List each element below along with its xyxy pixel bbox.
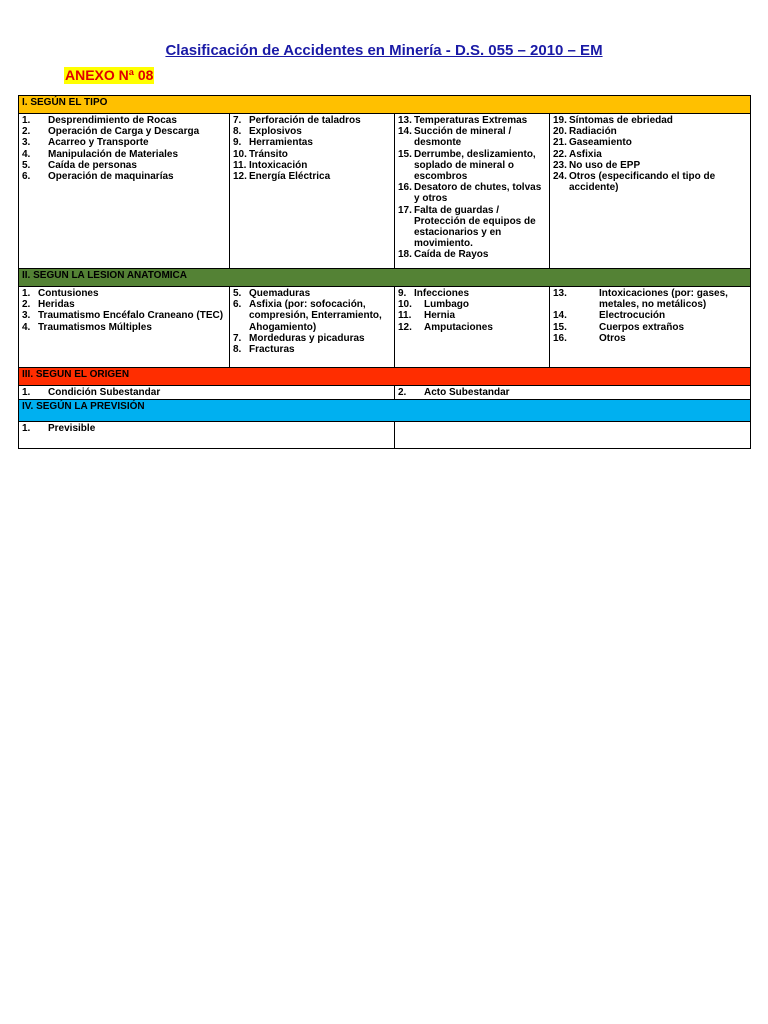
classification-item bbox=[398, 322, 546, 333]
item-number: 19. bbox=[553, 115, 567, 126]
item-number: 16. bbox=[553, 332, 567, 344]
section-column bbox=[395, 114, 550, 269]
classification-item bbox=[22, 322, 226, 333]
item-text: Amputaciones bbox=[424, 321, 493, 333]
classification-item bbox=[398, 205, 546, 250]
item-number: 1. bbox=[22, 288, 31, 299]
item-number: 24. bbox=[553, 171, 567, 183]
classification-item bbox=[233, 171, 391, 182]
item-number: 6. bbox=[233, 299, 242, 311]
classification-item bbox=[398, 310, 546, 321]
item-text: Caída de Rayos bbox=[414, 249, 489, 261]
item-number: 1. bbox=[22, 387, 31, 398]
item-number: 1. bbox=[22, 423, 31, 435]
section-column bbox=[230, 114, 395, 269]
section-header: I. SEGÚN EL TIPO bbox=[19, 96, 751, 114]
section-column bbox=[395, 422, 751, 449]
classification-item bbox=[398, 126, 546, 148]
item-text: Operación de Carga y Descarga bbox=[48, 126, 200, 138]
item-text: Condición Subestandar bbox=[48, 387, 161, 398]
item-number: 16. bbox=[398, 182, 412, 194]
section-column bbox=[395, 287, 550, 368]
item-number: 18. bbox=[398, 249, 412, 261]
item-number: 15. bbox=[553, 321, 567, 333]
document-title: Clasificación de Accidentes en Minería - D.S. 055 – 2010 – EM bbox=[165, 42, 603, 59]
item-number: 13. bbox=[553, 288, 567, 299]
classification-item bbox=[398, 299, 546, 310]
classification-item bbox=[233, 126, 391, 137]
item-number: 5. bbox=[22, 159, 31, 171]
item-text: Quemaduras bbox=[249, 288, 311, 299]
item-number: 9. bbox=[233, 137, 242, 149]
classification-item bbox=[553, 310, 747, 321]
item-text: Infecciones bbox=[414, 288, 470, 299]
item-text: Gaseamiento bbox=[569, 137, 632, 149]
item-number: 13. bbox=[398, 115, 412, 126]
classification-item bbox=[233, 137, 391, 148]
classification-item bbox=[233, 160, 391, 171]
item-text: Acarreo y Transporte bbox=[48, 137, 149, 149]
item-number: 1. bbox=[22, 115, 31, 126]
classification-item bbox=[553, 333, 747, 344]
section-column bbox=[550, 114, 751, 269]
classification-item bbox=[22, 299, 226, 310]
item-text: Previsible bbox=[48, 423, 96, 435]
item-text: Explosivos bbox=[249, 126, 302, 138]
section-header: IV. SEGÚN LA PREVISIÓN bbox=[19, 400, 751, 422]
item-text: Intoxicación bbox=[249, 159, 308, 171]
classification-item bbox=[22, 149, 226, 160]
item-text: Fracturas bbox=[249, 344, 295, 356]
accident-classification-table bbox=[18, 95, 751, 449]
section-column bbox=[19, 114, 230, 269]
item-text: Heridas bbox=[38, 299, 75, 311]
classification-item bbox=[22, 387, 391, 398]
item-text: Contusiones bbox=[38, 288, 99, 299]
classification-item bbox=[553, 288, 747, 310]
classification-item bbox=[233, 299, 391, 333]
classification-item bbox=[22, 288, 226, 299]
item-text: Manipulación de Materiales bbox=[48, 148, 179, 160]
item-text: Hernia bbox=[424, 310, 456, 322]
item-number: 2. bbox=[398, 387, 407, 398]
item-text: Perforación de taladros bbox=[249, 115, 361, 126]
item-text: Temperaturas Extremas bbox=[414, 115, 528, 126]
classification-item bbox=[22, 171, 226, 182]
classification-item bbox=[22, 137, 226, 148]
classification-item bbox=[22, 126, 226, 137]
classification-item bbox=[22, 115, 226, 126]
item-number: 2. bbox=[22, 126, 31, 138]
item-number: 21. bbox=[553, 137, 567, 149]
item-text: Síntomas de ebriedad bbox=[569, 115, 673, 126]
item-number: 8. bbox=[233, 344, 242, 356]
item-number: 3. bbox=[22, 310, 31, 322]
item-number: 9. bbox=[398, 288, 407, 299]
item-text: Acto Subestandar bbox=[424, 387, 510, 398]
item-number: 3. bbox=[22, 137, 31, 149]
classification-item bbox=[22, 160, 226, 171]
classification-item bbox=[553, 115, 747, 126]
item-number: 15. bbox=[398, 148, 412, 160]
classification-item bbox=[398, 182, 546, 204]
item-text: Derrumbe, deslizamiento, soplado de mineral o escombros bbox=[414, 148, 536, 183]
item-text: Energía Eléctrica bbox=[249, 171, 331, 183]
classification-item bbox=[233, 288, 391, 299]
item-text: Otros (especificando el tipo de accidente) bbox=[569, 171, 716, 194]
item-number: 11. bbox=[233, 159, 247, 171]
item-number: 10. bbox=[398, 299, 412, 311]
section-header: II. SEGUN LA LESION ANATOMICA bbox=[19, 269, 751, 287]
classification-item bbox=[553, 322, 747, 333]
item-number: 4. bbox=[22, 148, 31, 160]
item-text: Electrocución bbox=[599, 310, 666, 322]
item-number: 11. bbox=[398, 310, 412, 322]
classification-item bbox=[398, 387, 747, 398]
item-number: 2. bbox=[22, 299, 31, 311]
classification-item bbox=[553, 149, 747, 160]
item-text: Intoxicaciones (por: gases, metales, no metálicos) bbox=[599, 288, 728, 311]
section-column bbox=[395, 386, 751, 400]
item-number: 6. bbox=[22, 171, 31, 183]
item-text: Cuerpos extraños bbox=[599, 321, 685, 333]
item-number: 22. bbox=[553, 148, 567, 160]
classification-item bbox=[233, 149, 391, 160]
item-number: 12. bbox=[398, 321, 412, 333]
classification-item bbox=[22, 310, 226, 321]
classification-item bbox=[233, 344, 391, 355]
item-text: Desatoro de chutes, tolvas y otros bbox=[414, 182, 542, 205]
item-text: Otros bbox=[599, 332, 626, 344]
item-text: Falta de guardas / Protección de equipos de estacionarios y en movimiento. bbox=[414, 204, 536, 250]
classification-item bbox=[553, 126, 747, 137]
item-text: No uso de EPP bbox=[569, 159, 641, 171]
item-number: 20. bbox=[553, 126, 567, 138]
classification-item bbox=[553, 137, 747, 148]
item-number: 4. bbox=[22, 321, 31, 333]
item-text: Herramientas bbox=[249, 137, 313, 149]
item-number: 5. bbox=[233, 288, 242, 299]
item-text: Lumbago bbox=[424, 299, 469, 311]
item-text: Asfixia (por: sofocación, compresión, Enterramiento, Ahogamiento) bbox=[249, 299, 382, 333]
item-text: Succión de mineral / desmonte bbox=[414, 126, 512, 149]
item-text: Asfixia bbox=[569, 148, 602, 160]
item-number: 7. bbox=[233, 115, 242, 126]
classification-item bbox=[398, 288, 546, 299]
item-text: Traumatismo Encéfalo Craneano (TEC) bbox=[38, 310, 224, 322]
classification-item bbox=[398, 149, 546, 183]
section-column bbox=[19, 386, 395, 400]
classification-item bbox=[233, 115, 391, 126]
item-number: 14. bbox=[553, 310, 567, 322]
item-number: 23. bbox=[553, 159, 567, 171]
item-text: Caída de personas bbox=[48, 159, 137, 171]
classification-item bbox=[398, 249, 546, 260]
classification-item bbox=[233, 333, 391, 344]
section-column bbox=[19, 422, 395, 449]
classification-item bbox=[553, 160, 747, 171]
item-text: Mordeduras y picaduras bbox=[249, 332, 365, 344]
annex-label: ANEXO Nª 08 bbox=[65, 67, 154, 83]
classification-item bbox=[398, 115, 546, 126]
section-column bbox=[19, 287, 230, 368]
item-number: 17. bbox=[398, 204, 412, 216]
item-number: 14. bbox=[398, 126, 412, 138]
classification-item bbox=[22, 423, 391, 434]
item-text: Operación de maquinarías bbox=[48, 171, 174, 183]
item-text: Traumatismos Múltiples bbox=[38, 321, 152, 333]
section-column bbox=[230, 287, 395, 368]
item-text: Radiación bbox=[569, 126, 617, 138]
section-column bbox=[550, 287, 751, 368]
item-text: Tránsito bbox=[249, 148, 288, 160]
item-number: 10. bbox=[233, 148, 247, 160]
item-text: Desprendimiento de Rocas bbox=[48, 115, 177, 126]
item-number: 8. bbox=[233, 126, 242, 138]
classification-item bbox=[553, 171, 747, 193]
item-number: 12. bbox=[233, 171, 247, 183]
section-header: III. SEGUN EL ORIGEN bbox=[19, 368, 751, 386]
item-number: 7. bbox=[233, 332, 242, 344]
